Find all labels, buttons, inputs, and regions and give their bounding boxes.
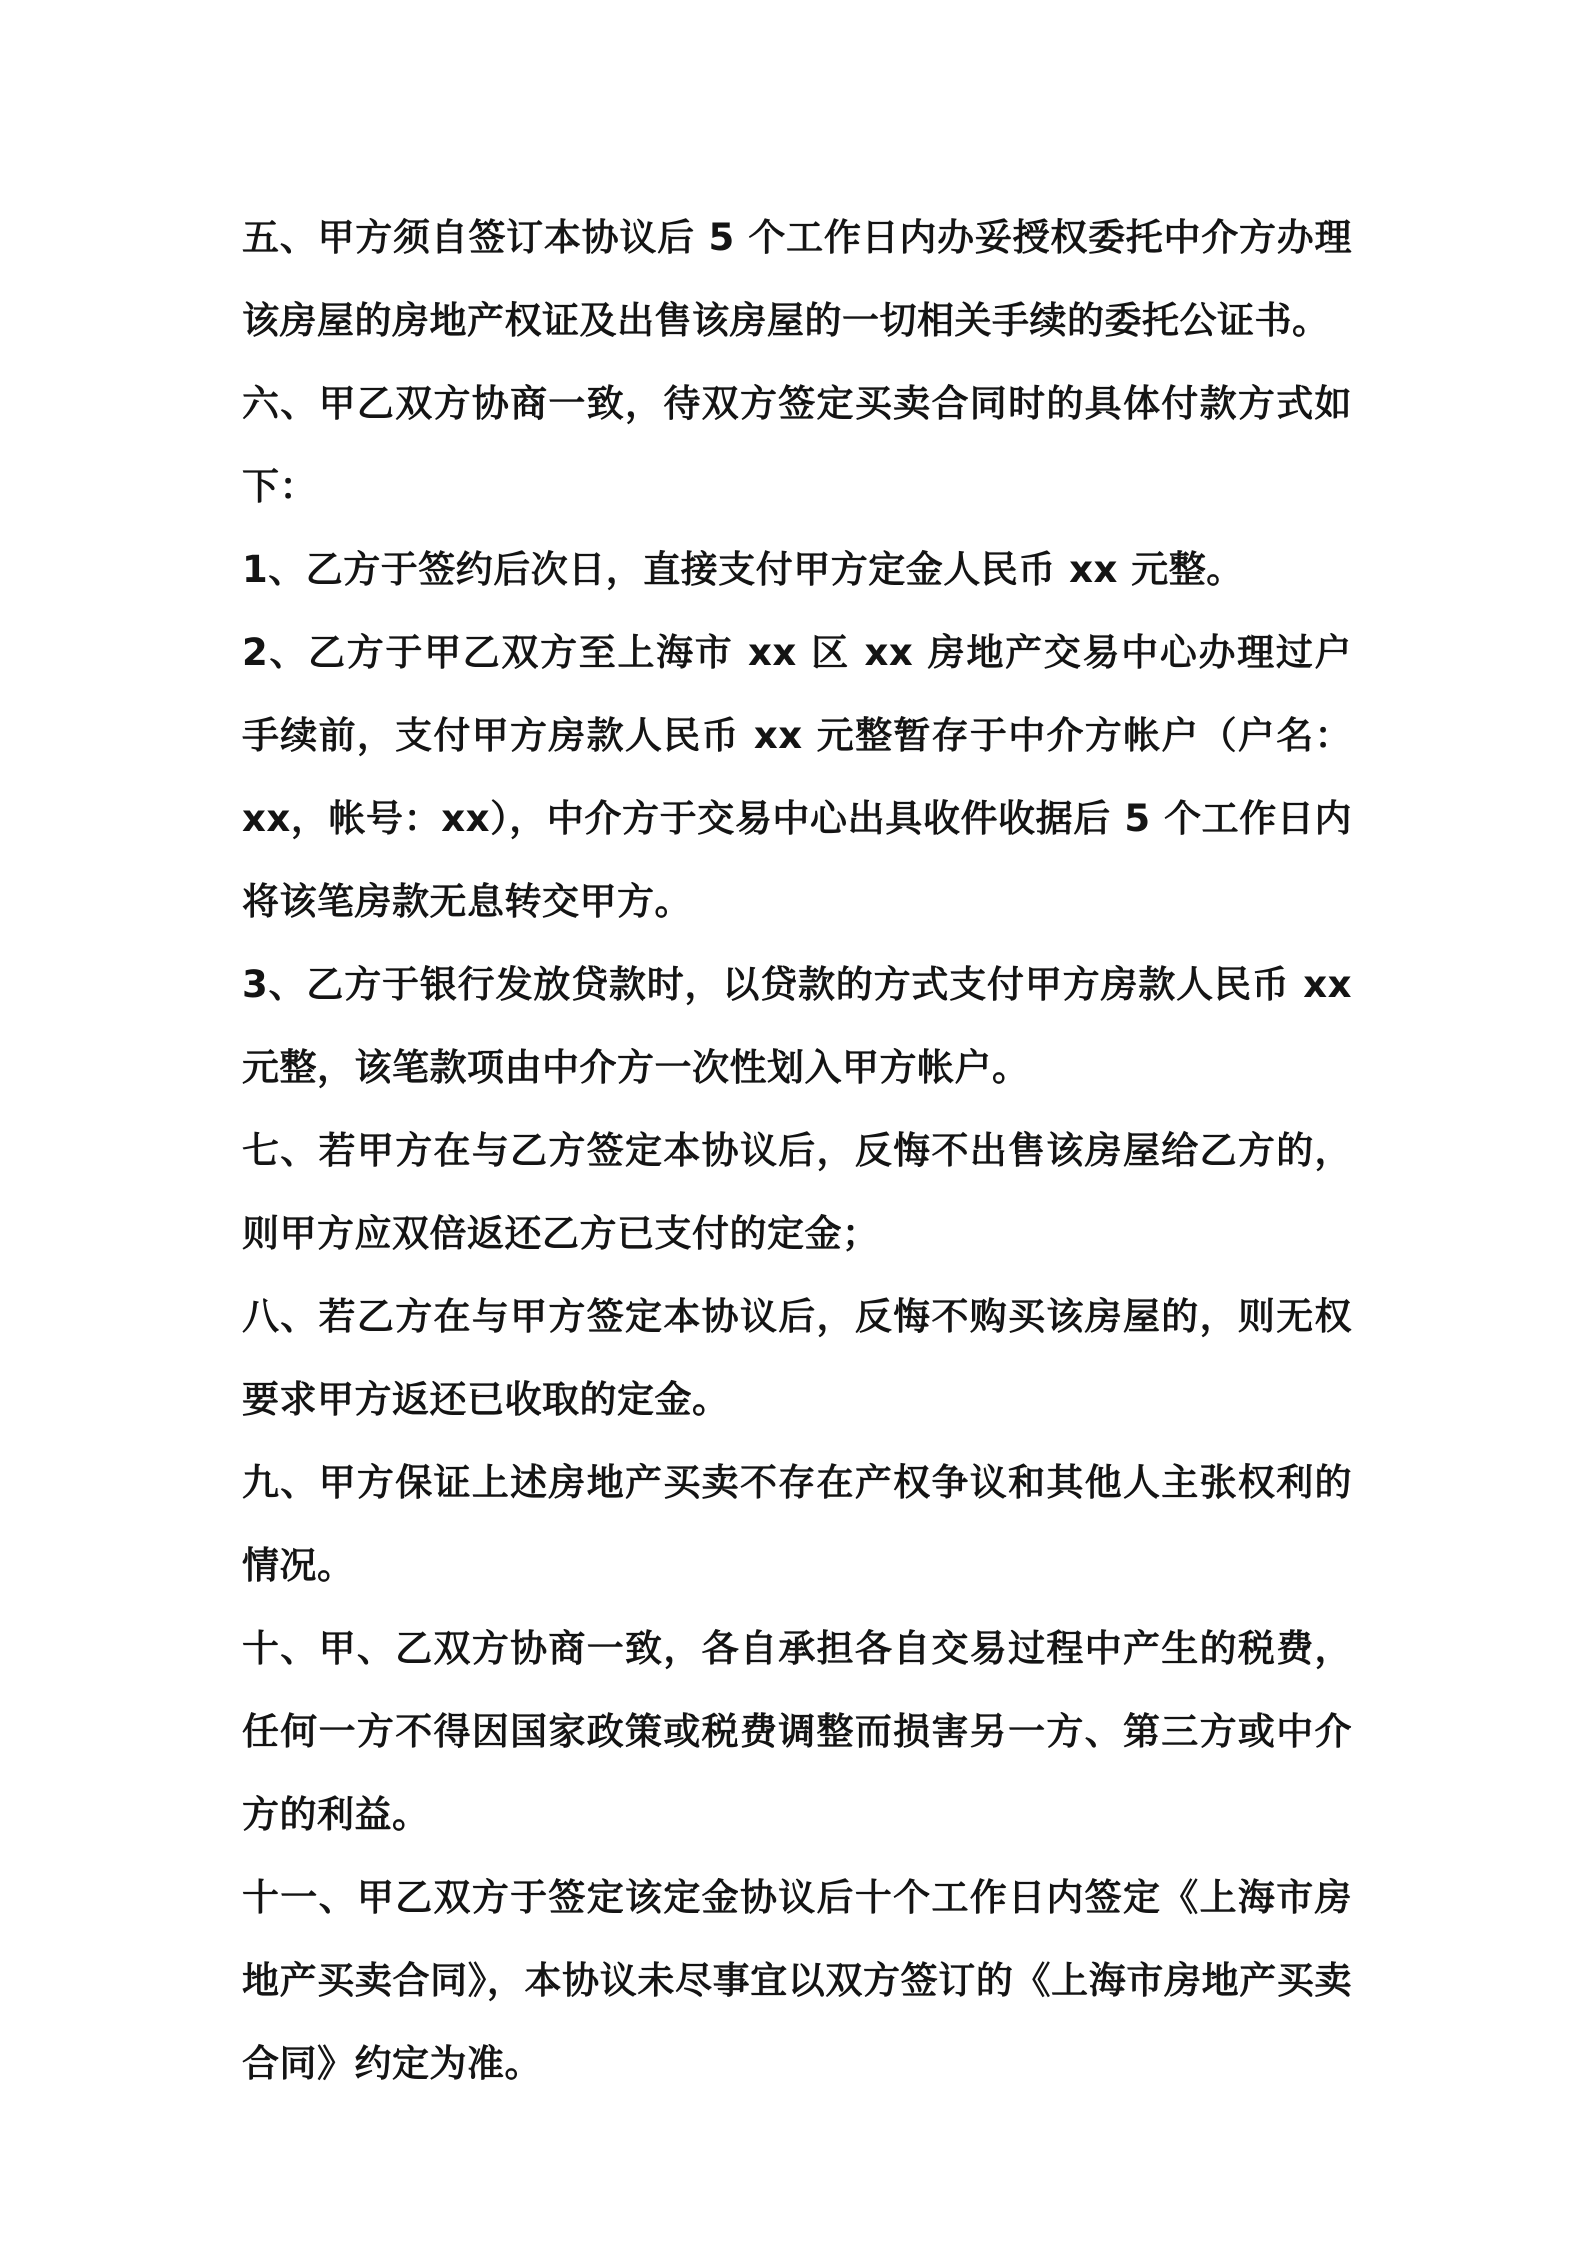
clause-10: 十、甲、乙双方协商一致，各自承担各自交易过程中产生的税费，任何一方不得因国家政策或税费调整而损害另一方、第三方或中介方的利益。 (242, 1627, 1352, 1836)
clause-7: 七、若甲方在与乙方签定本协议后，反悔不出售该房屋给乙方的，则甲方应双倍返还乙方已支付的定金； (242, 1129, 1352, 1255)
clause-6-item-3: 3、乙方于银行发放贷款时，以贷款的方式支付甲方房款人民币 xx 元整，该笔款项由中介方一次性划入甲方帐户。 (242, 963, 1352, 1089)
clause-8: 八、若乙方在与甲方签定本协议后，反悔不购买该房屋的，则无权要求甲方返还已收取的定金。 (242, 1295, 1352, 1421)
clause-6-item-2: 2、乙方于甲乙双方至上海市 xx 区 xx 房地产交易中心办理过户手续前，支付甲方房款人民币 xx 元整暂存于中介方帐户（户名：xx，帐号：xx），中介方于交易中心出具收件收据后 5 个工作日内将该笔房款无息转交甲方。 (242, 631, 1352, 923)
document-body (242, 196, 1352, 2105)
clause-11: 十一、甲乙双方于签定该定金协议后十个工作日内签定《上海市房地产买卖合同》，本协议未尽事宜以双方签订的《上海市房地产买卖合同》约定为准。 (242, 1876, 1352, 2085)
clause-6-item-1: 1、乙方于签约后次日，直接支付甲方定金人民币 xx 元整。 (242, 548, 1244, 591)
clause-5: 五、甲方须自签订本协议后 5 个工作日内办妥授权委托中介方办理该房屋的房地产权证及出售该房屋的一切相关手续的委托公证书。 (242, 216, 1352, 342)
clause-6: 六、甲乙双方协商一致，待双方签定买卖合同时的具体付款方式如下： (242, 382, 1352, 508)
clause-9: 九、甲方保证上述房地产买卖不存在产权争议和其他人主张权利的情况。 (242, 1461, 1352, 1587)
